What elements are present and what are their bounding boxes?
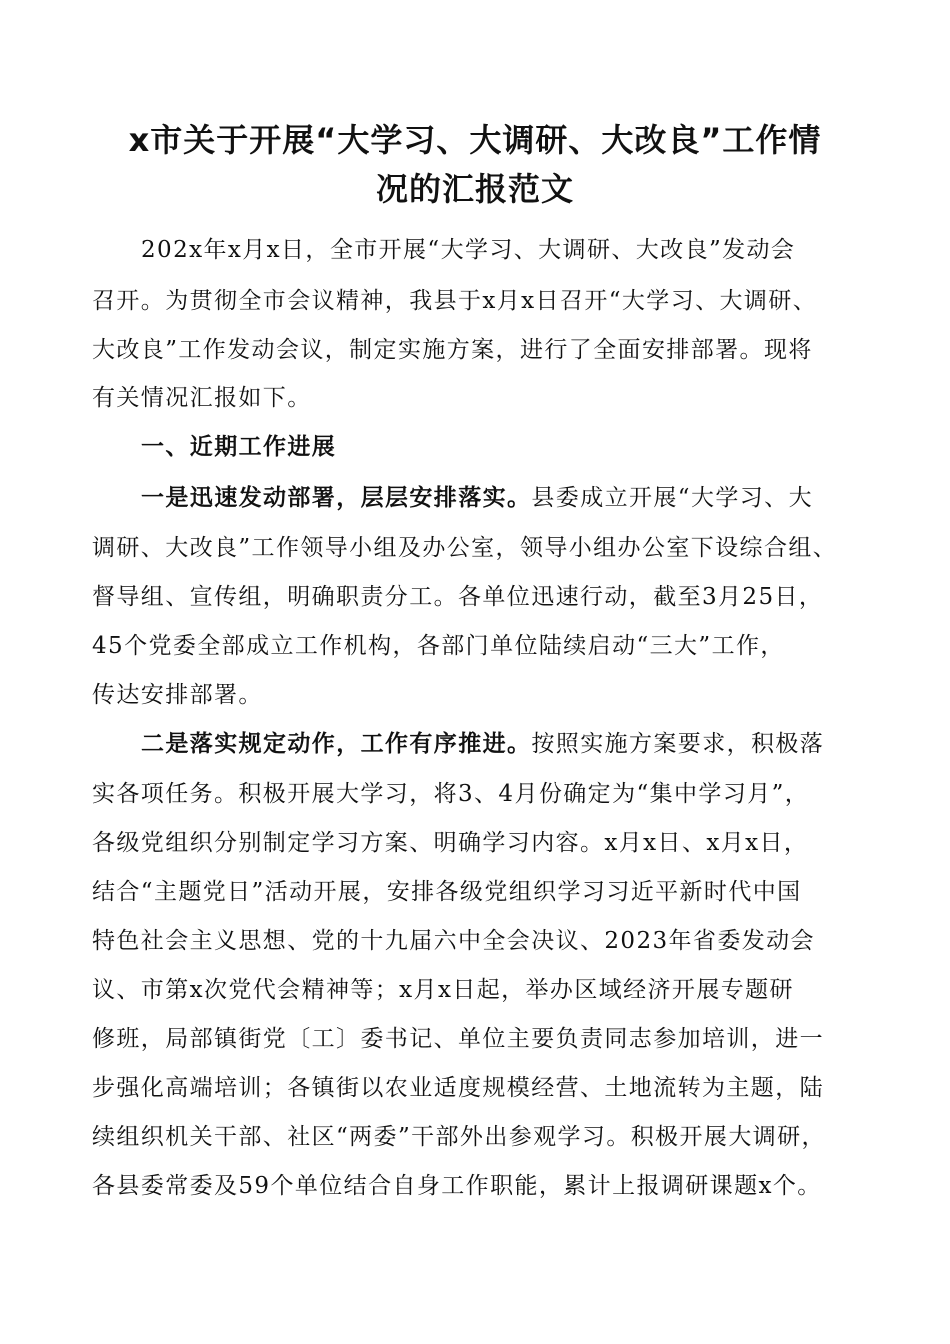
paragraph-1-line: 45个党委全部成立工作机构，各部门单位陆续启动“三大”工作， bbox=[92, 633, 785, 659]
section-heading: 一、近期工作进展 bbox=[141, 434, 337, 460]
paragraph-2-lead: 二是落实规定动作，工作有序推进。 bbox=[141, 731, 532, 757]
intro-line: 202x年x月x日，全市开展“大学习、大调研、大改良”发动会 bbox=[141, 237, 796, 263]
intro-line: 大改良”工作发动会议，制定实施方案，进行了全面安排部署。现将 bbox=[92, 337, 813, 363]
intro-line: 召开。为贯彻全市会议精神，我县于x月x日召开“大学习、大调研、 bbox=[92, 288, 818, 314]
paragraph-1-lead: 一是迅速发动部署，层层安排落实。 bbox=[141, 485, 532, 511]
paragraph-2-line: 续组织机关干部、社区“两委”干部外出参观学习。积极开展大调研， bbox=[92, 1124, 826, 1150]
paragraph-2-line: 修班，局部镇街党〔工〕委书记、单位主要负责同志参加培训，进一 bbox=[92, 1026, 824, 1052]
paragraph-2-line: 步强化高端培训；各镇街以农业适度规模经营、土地流转为主题，陆 bbox=[92, 1075, 824, 1101]
document-title-line-2: 况的汇报范文 bbox=[375, 170, 574, 208]
paragraph-1-line: 传达安排部署。 bbox=[92, 682, 263, 708]
intro-line: 有关情况汇报如下。 bbox=[92, 385, 312, 411]
paragraph-2-line: 议、市第x次党代会精神等；x月x日起，举办区域经济开展专题研 bbox=[92, 977, 794, 1003]
paragraph-1-line: 督导组、宣传组，明确职责分工。各单位迅速行动，截至3月25日， bbox=[92, 584, 824, 610]
paragraph-2-line: 特色社会主义思想、党的十九届六中全会决议、2023年省委发动会 bbox=[92, 928, 815, 954]
paragraph-2-line: 实各项任务。积极开展大学习，将3、4月份确定为“集中学习月”， bbox=[92, 781, 810, 807]
document-title-line-1: x市关于开展“大学习、大调研、大改良”工作情 bbox=[128, 121, 822, 159]
paragraph-1-line-rest: 县委成立开展“大学习、大 bbox=[531, 485, 813, 511]
paragraph-2-line: 各县委常委及59个单位结合自身工作职能，累计上报调研课题x个。 bbox=[92, 1173, 822, 1199]
paragraph-2-line: 各级党组织分别制定学习方案、明确学习内容。x月x日、x月x日， bbox=[92, 830, 809, 856]
paragraph-1-first-line bbox=[141, 482, 813, 514]
paragraph-2-line: 结合“主题党日”活动开展，安排各级党组织学习习近平新时代中国 bbox=[92, 879, 802, 905]
paragraph-1-line: 调研、大改良”工作领导小组及办公室，领导小组办公室下设综合组、 bbox=[92, 535, 838, 561]
paragraph-2-line-rest: 按照实施方案要求，积极落 bbox=[531, 731, 825, 757]
paragraph-2-first-line bbox=[141, 728, 824, 760]
